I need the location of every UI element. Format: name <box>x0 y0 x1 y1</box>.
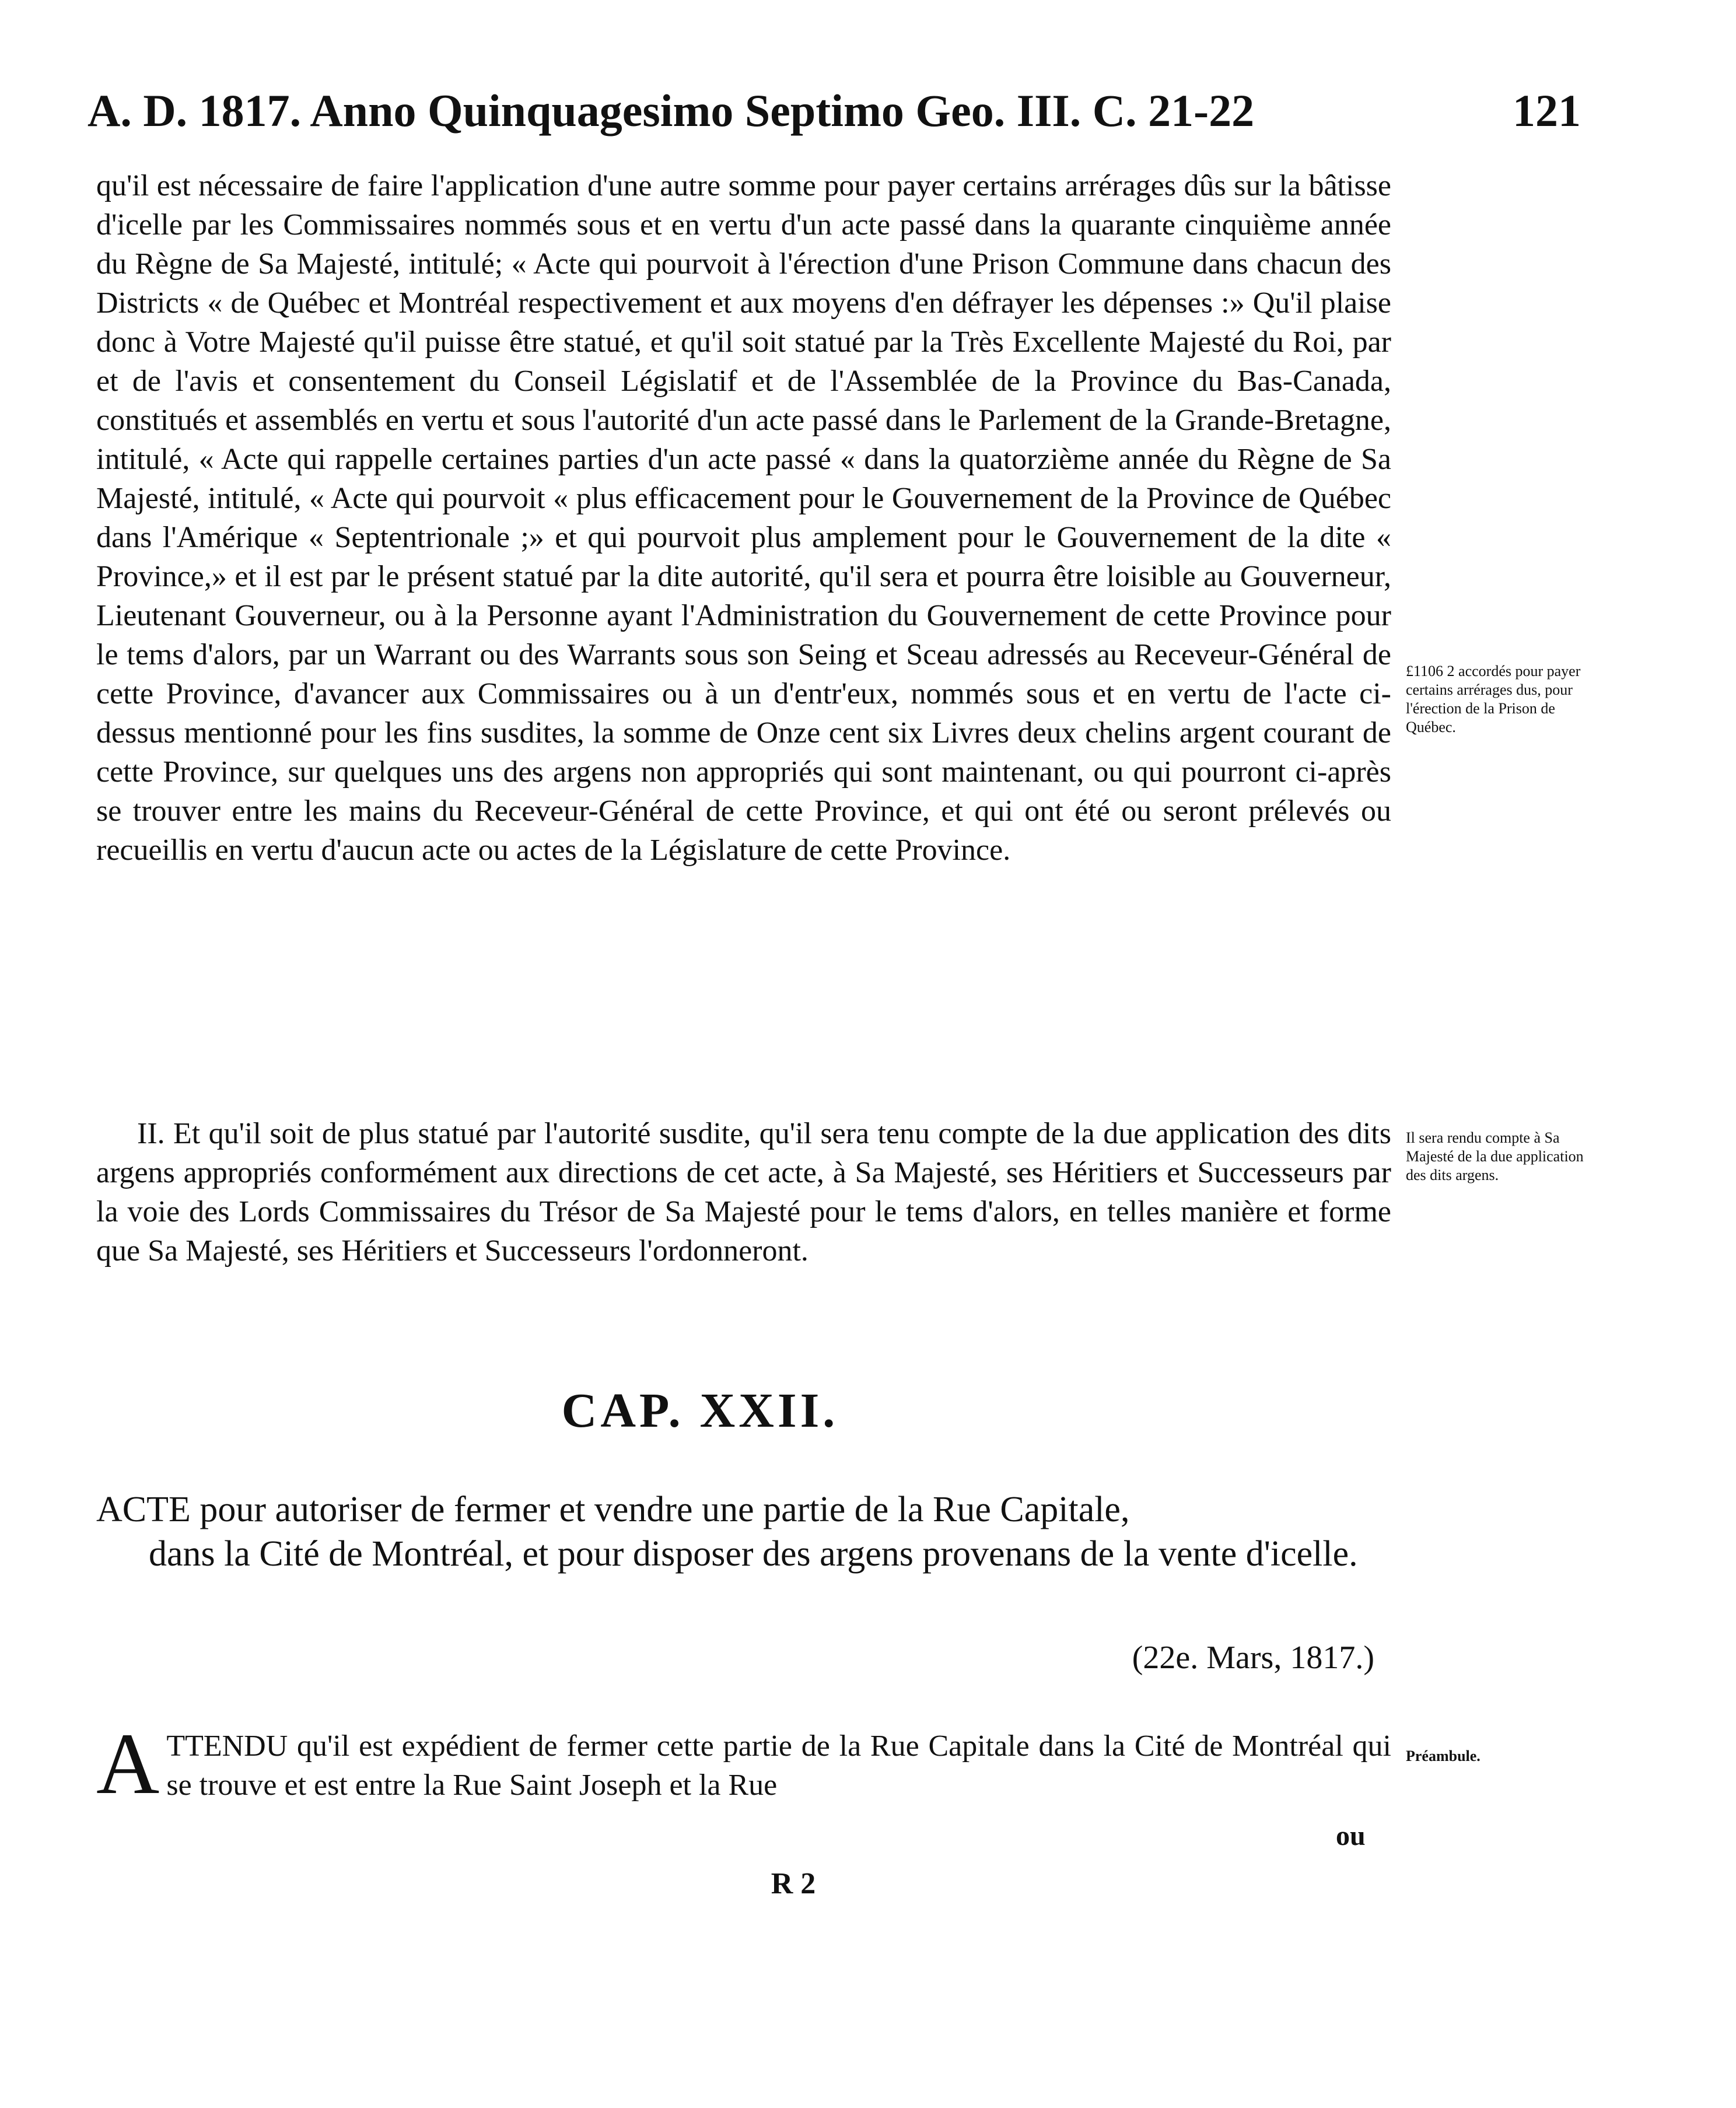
section2-paragraph: II. Et qu'il soit de plus statué par l'autorité susdite, qu'il sera tenu compte de la due application des dits argens appropriés conformément aux directions de cet acte, à Sa Majesté, ses Héritiers et Successeurs par la voie des Lords Commissaires du Trésor de Sa Majesté pour le tems d'alors, en telles manière et forme que Sa Majesté, ses Héritiers et Successeurs l'ordonneront. <box>96 1117 1391 1267</box>
signature-mark: R 2 <box>771 1867 816 1900</box>
act-title <box>96 1487 1391 1576</box>
running-header <box>88 82 1581 146</box>
margin-note-sum: £1106 2 accordés pour payer certains arrérages dus, pour l'érection de la Prison de Québec. <box>1406 663 1581 736</box>
margin-note-account: Il sera rendu compte à Sa Majesté de la due application des dits argens. <box>1406 1129 1584 1183</box>
preamble-paragraph <box>96 1715 1391 1812</box>
catchword: ou <box>1336 1820 1366 1851</box>
preamble-text: TTENDU qu'il est expédient de fermer cette partie de la Rue Capitale dans la Cité de Montréal qui se trouve et est entre la Rue Saint Joseph et la Rue <box>166 1729 1391 1802</box>
section1-paragraph: qu'il est nécessaire de faire l'application d'une autre somme pour payer certains arrérages dûs sur la bâtisse d'icelle par les Commissaires nommés sous et en vertu d'un acte passé dans la quarante cinquième année du Règne de Sa Majesté, intitulé; « Acte qui pourvoit à l'érection d'une Prison Commune dans chacun des Districts « de Québec et Montréal respectivement et aux moyens d'en défrayer les dépenses :» Qu'il plaise donc à Votre Majesté qu'il puisse être statué, et qu'il soit statué par la Très Excellente Majesté du Roi, par et de l'avis et consentement du Conseil Législatif et de l'Assemblée de la Province du Bas-Canada, constitués et assemblés en vertu et sous l'autorité d'un acte passé dans le Parlement de la Grande-Bretagne, intitulé, « Acte qui rappelle certaines parties d'un acte passé « dans la quatorzième année du Règne de Sa Majesté, intitulé, « Acte qui pourvoit « plus efficacement pour le Gouvernement de la Province de Québec dans l'Amérique « Septentrionale ;» et qui pourvoit plus amplement pour le Gouvernement de la dite « Province,» et il est par le présent statué par la dite autorité, qu'il sera et pourra être loisible au Gouverneur, Lieutenant Gouverneur, ou à la Personne ayant l'Administration du Gouvernement de cette Province pour le tems d'alors, par un Warrant ou des Warrants sous son Seing et Sceau adressés au Receveur-Général de cette Province, d'avancer aux Commissaires ou à un d'entr'eux, nommés sous et en vertu de l'acte ci-dessus mentionné pour les fins susdites, la somme de Onze cent six Livres deux chelins argent courant de cette Province, sur quelques uns des argens non appropriés qui sont maintenant, ou qui pourront ci-après se trouver entre les mains du Receveur-Général de cette Province, et qui ont été ou seront prélevés ou recueillis en vertu d'aucun acte ou actes de la Législature de cette Province. <box>96 169 1391 867</box>
act-title-line2: dans la Cité de Montréal, et pour disposer des argens provenans de la vente d'icelle. <box>149 1534 1358 1574</box>
chapter-heading: CAP. XXII. <box>561 1384 839 1438</box>
page-number: 121 <box>1513 85 1581 136</box>
header-title: A. D. 1817. Anno Quinquagesimo Septimo Geo. III. C. 21-22 <box>88 85 1255 136</box>
act-date: (22e. Mars, 1817.) <box>1132 1640 1374 1676</box>
drop-cap: A <box>96 1715 160 1812</box>
margin-note-preamble: Préambule. <box>1406 1748 1480 1764</box>
act-title-line1: ACTE pour autoriser de fermer et vendre une partie de la Rue Capitale, <box>96 1490 1130 1529</box>
